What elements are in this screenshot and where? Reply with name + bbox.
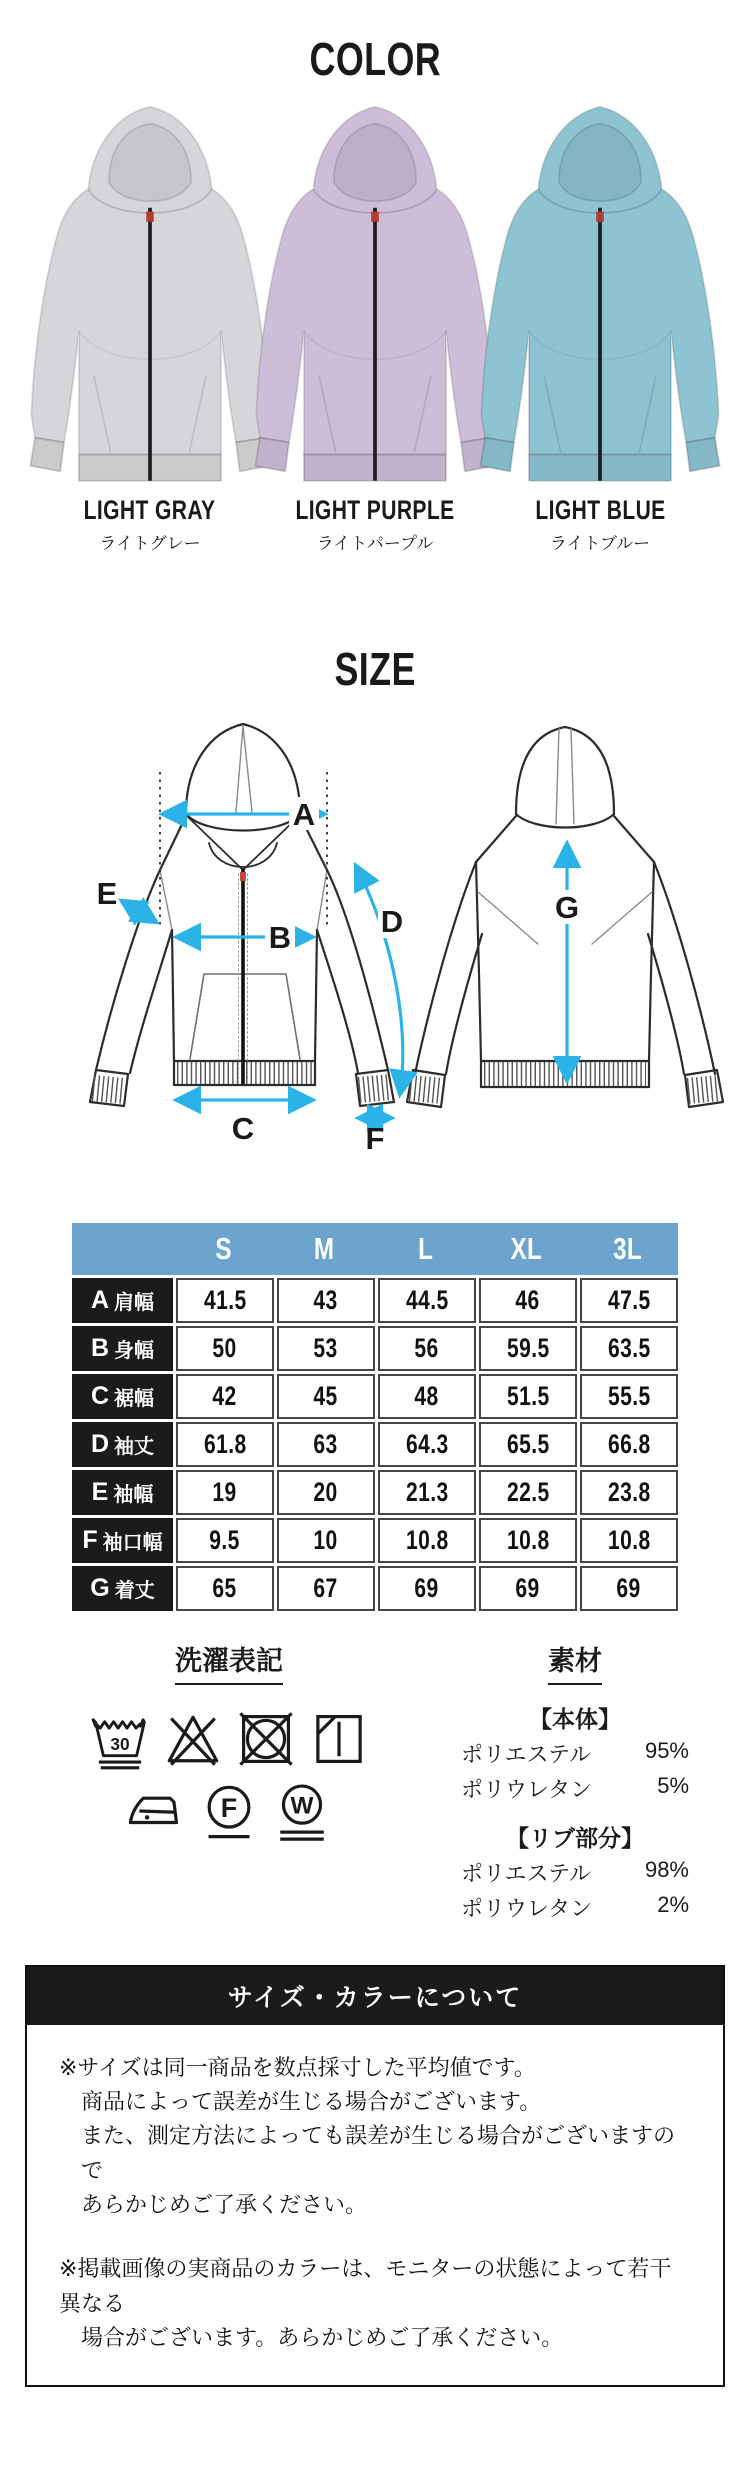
- table-cell: 46: [479, 1278, 577, 1323]
- table-cell: 22.5: [479, 1470, 577, 1515]
- size-color-notice-box: [25, 1965, 725, 2388]
- hoodie-images-row: [0, 90, 750, 492]
- hoodie-image-light-gray: [38, 90, 263, 492]
- notice-paragraph-1: ※サイズは同一商品を数点採寸した平均値です。 商品によって誤差が生じる場合がございます。 また、測定方法によっても誤差が生じる場合がございますので あらかじめご了承ください。: [59, 2054, 676, 2218]
- hoodie-light-purple-graphic: [250, 90, 500, 492]
- table-cell: 10.8: [580, 1518, 678, 1563]
- iron-low-icon: [124, 1779, 188, 1843]
- table-cell: 53: [277, 1326, 375, 1371]
- table-cell: 48: [378, 1374, 476, 1419]
- bottom-whitespace: [0, 2387, 750, 2465]
- table-cell: 61.8: [176, 1422, 274, 1467]
- color-section: [0, 0, 750, 554]
- hoodie-image-light-blue: [488, 90, 713, 492]
- row-label-e: E 袖幅: [72, 1470, 173, 1515]
- svg-text:W: W: [290, 1792, 314, 1820]
- color-name-en: LIGHT GRAY: [84, 495, 216, 525]
- measure-label-a: A: [292, 797, 316, 833]
- color-label-light-purple: [263, 494, 488, 554]
- hoodie-image-light-purple: [263, 90, 488, 492]
- column-header-3l: 3L: [612, 1231, 643, 1267]
- color-label-light-gray: [38, 494, 263, 554]
- material-group-rib: [400, 1820, 750, 1923]
- size-table-body: [72, 1278, 678, 1611]
- size-diagram-graphic: [0, 702, 750, 1152]
- row-label-f: F 袖口幅: [72, 1518, 173, 1563]
- table-cell: 69: [479, 1566, 577, 1611]
- color-name-ja: ライトパープル: [316, 534, 434, 554]
- size-table-header: [72, 1223, 678, 1275]
- hoodie-light-blue-graphic: [475, 90, 725, 492]
- table-cell: 59.5: [479, 1326, 577, 1371]
- do-not-bleach-icon: [161, 1707, 225, 1771]
- table-cell: 43: [277, 1278, 375, 1323]
- measure-label-g: G: [554, 890, 580, 926]
- care-material-section: [0, 1645, 750, 1922]
- care-title: 洗濯表記: [175, 1645, 283, 1684]
- table-cell: 65.5: [479, 1422, 577, 1467]
- shade-line-dry-icon: [307, 1707, 371, 1771]
- table-cell: 64.3: [378, 1422, 476, 1467]
- measure-label-f: F: [365, 1121, 385, 1153]
- hoodie-light-gray-graphic: [25, 90, 275, 492]
- table-cell: 42: [176, 1374, 274, 1419]
- size-section: [0, 643, 750, 1157]
- table-cell: 56: [378, 1326, 476, 1371]
- color-name-en: LIGHT BLUE: [534, 495, 666, 525]
- table-cell: 55.5: [580, 1374, 678, 1419]
- measure-label-b: B: [268, 920, 292, 956]
- color-name-ja: ライトグレー: [99, 534, 201, 554]
- measure-label-d: D: [380, 904, 404, 940]
- notice-paragraph-2: ※掲載画像の実商品のカラーは、モニターの状態によって若干異なる 場合がございます。あらかじめご了承ください。: [59, 2256, 672, 2350]
- table-cell: 47.5: [580, 1278, 678, 1323]
- color-name-en: LIGHT PURPLE: [295, 495, 455, 525]
- material-column: [400, 1645, 750, 1922]
- measure-label-e: E: [96, 876, 118, 912]
- material-group-heading: 【本体】: [529, 1705, 621, 1732]
- material-row: ポリエステル 95%: [461, 1737, 689, 1767]
- table-cell: 41.5: [176, 1278, 274, 1323]
- wash-30-icon: [88, 1707, 152, 1771]
- table-cell: 23.8: [580, 1470, 678, 1515]
- notice-title-bar: サイズ・カラーについて: [27, 1967, 723, 2025]
- table-cell: 10.8: [378, 1518, 476, 1563]
- material-group-heading: 【リブ部分】: [506, 1824, 644, 1851]
- column-header-s: S: [215, 1231, 232, 1267]
- table-cell: 63.5: [580, 1326, 678, 1371]
- table-cell: 65: [176, 1566, 274, 1611]
- table-cell: 63: [277, 1422, 375, 1467]
- table-cell: 69: [378, 1566, 476, 1611]
- column-header-m: M: [314, 1231, 335, 1267]
- row-label-b: B 身幅: [72, 1326, 173, 1371]
- table-cell: 66.8: [580, 1422, 678, 1467]
- row-label-d: D 袖丈: [72, 1422, 173, 1467]
- column-header-l: L: [417, 1231, 434, 1267]
- table-cell: 10: [277, 1518, 375, 1563]
- row-label-g: G 着丈: [72, 1566, 173, 1611]
- table-cell: 9.5: [176, 1518, 274, 1563]
- size-table-corner-cell: [72, 1223, 173, 1275]
- material-row: ポリエステル 98%: [461, 1856, 689, 1886]
- table-cell: 44.5: [378, 1278, 476, 1323]
- table-cell: 67: [277, 1566, 375, 1611]
- color-name-ja: ライトブルー: [549, 534, 651, 554]
- material-title: 素材: [548, 1645, 602, 1684]
- color-labels-row: [0, 494, 750, 554]
- material-group-body: [400, 1701, 750, 1804]
- notice-body: [27, 2025, 723, 2386]
- svg-text:30: 30: [109, 1733, 130, 1754]
- table-cell: 45: [277, 1374, 375, 1419]
- material-row: ポリウレタン 5%: [461, 1772, 689, 1802]
- table-cell: 51.5: [479, 1374, 577, 1419]
- measure-label-c: C: [231, 1111, 255, 1147]
- svg-text:F: F: [220, 1792, 238, 1823]
- size-section-title: SIZE: [334, 643, 416, 696]
- care-icons-row-1: [58, 1707, 400, 1771]
- size-table: [72, 1223, 678, 1611]
- care-column: [0, 1645, 400, 1922]
- dry-clean-f-icon: [197, 1779, 261, 1843]
- table-cell: 21.3: [378, 1470, 476, 1515]
- row-label-c: C 裾幅: [72, 1374, 173, 1419]
- column-header-xl: XL: [510, 1231, 543, 1267]
- care-icons-row-2: [58, 1779, 400, 1843]
- table-cell: 20: [277, 1470, 375, 1515]
- size-diagram: [0, 702, 750, 1157]
- table-cell: 69: [580, 1566, 678, 1611]
- do-not-tumble-dry-icon: [234, 1707, 298, 1771]
- color-label-light-blue: [488, 494, 713, 554]
- table-cell: 19: [176, 1470, 274, 1515]
- table-cell: 10.8: [479, 1518, 577, 1563]
- row-label-a: A 肩幅: [72, 1278, 173, 1323]
- color-section-title: COLOR: [309, 33, 441, 85]
- wet-clean-w-icon: [270, 1779, 334, 1843]
- table-cell: 50: [176, 1326, 274, 1371]
- material-row: ポリウレタン 2%: [461, 1891, 689, 1921]
